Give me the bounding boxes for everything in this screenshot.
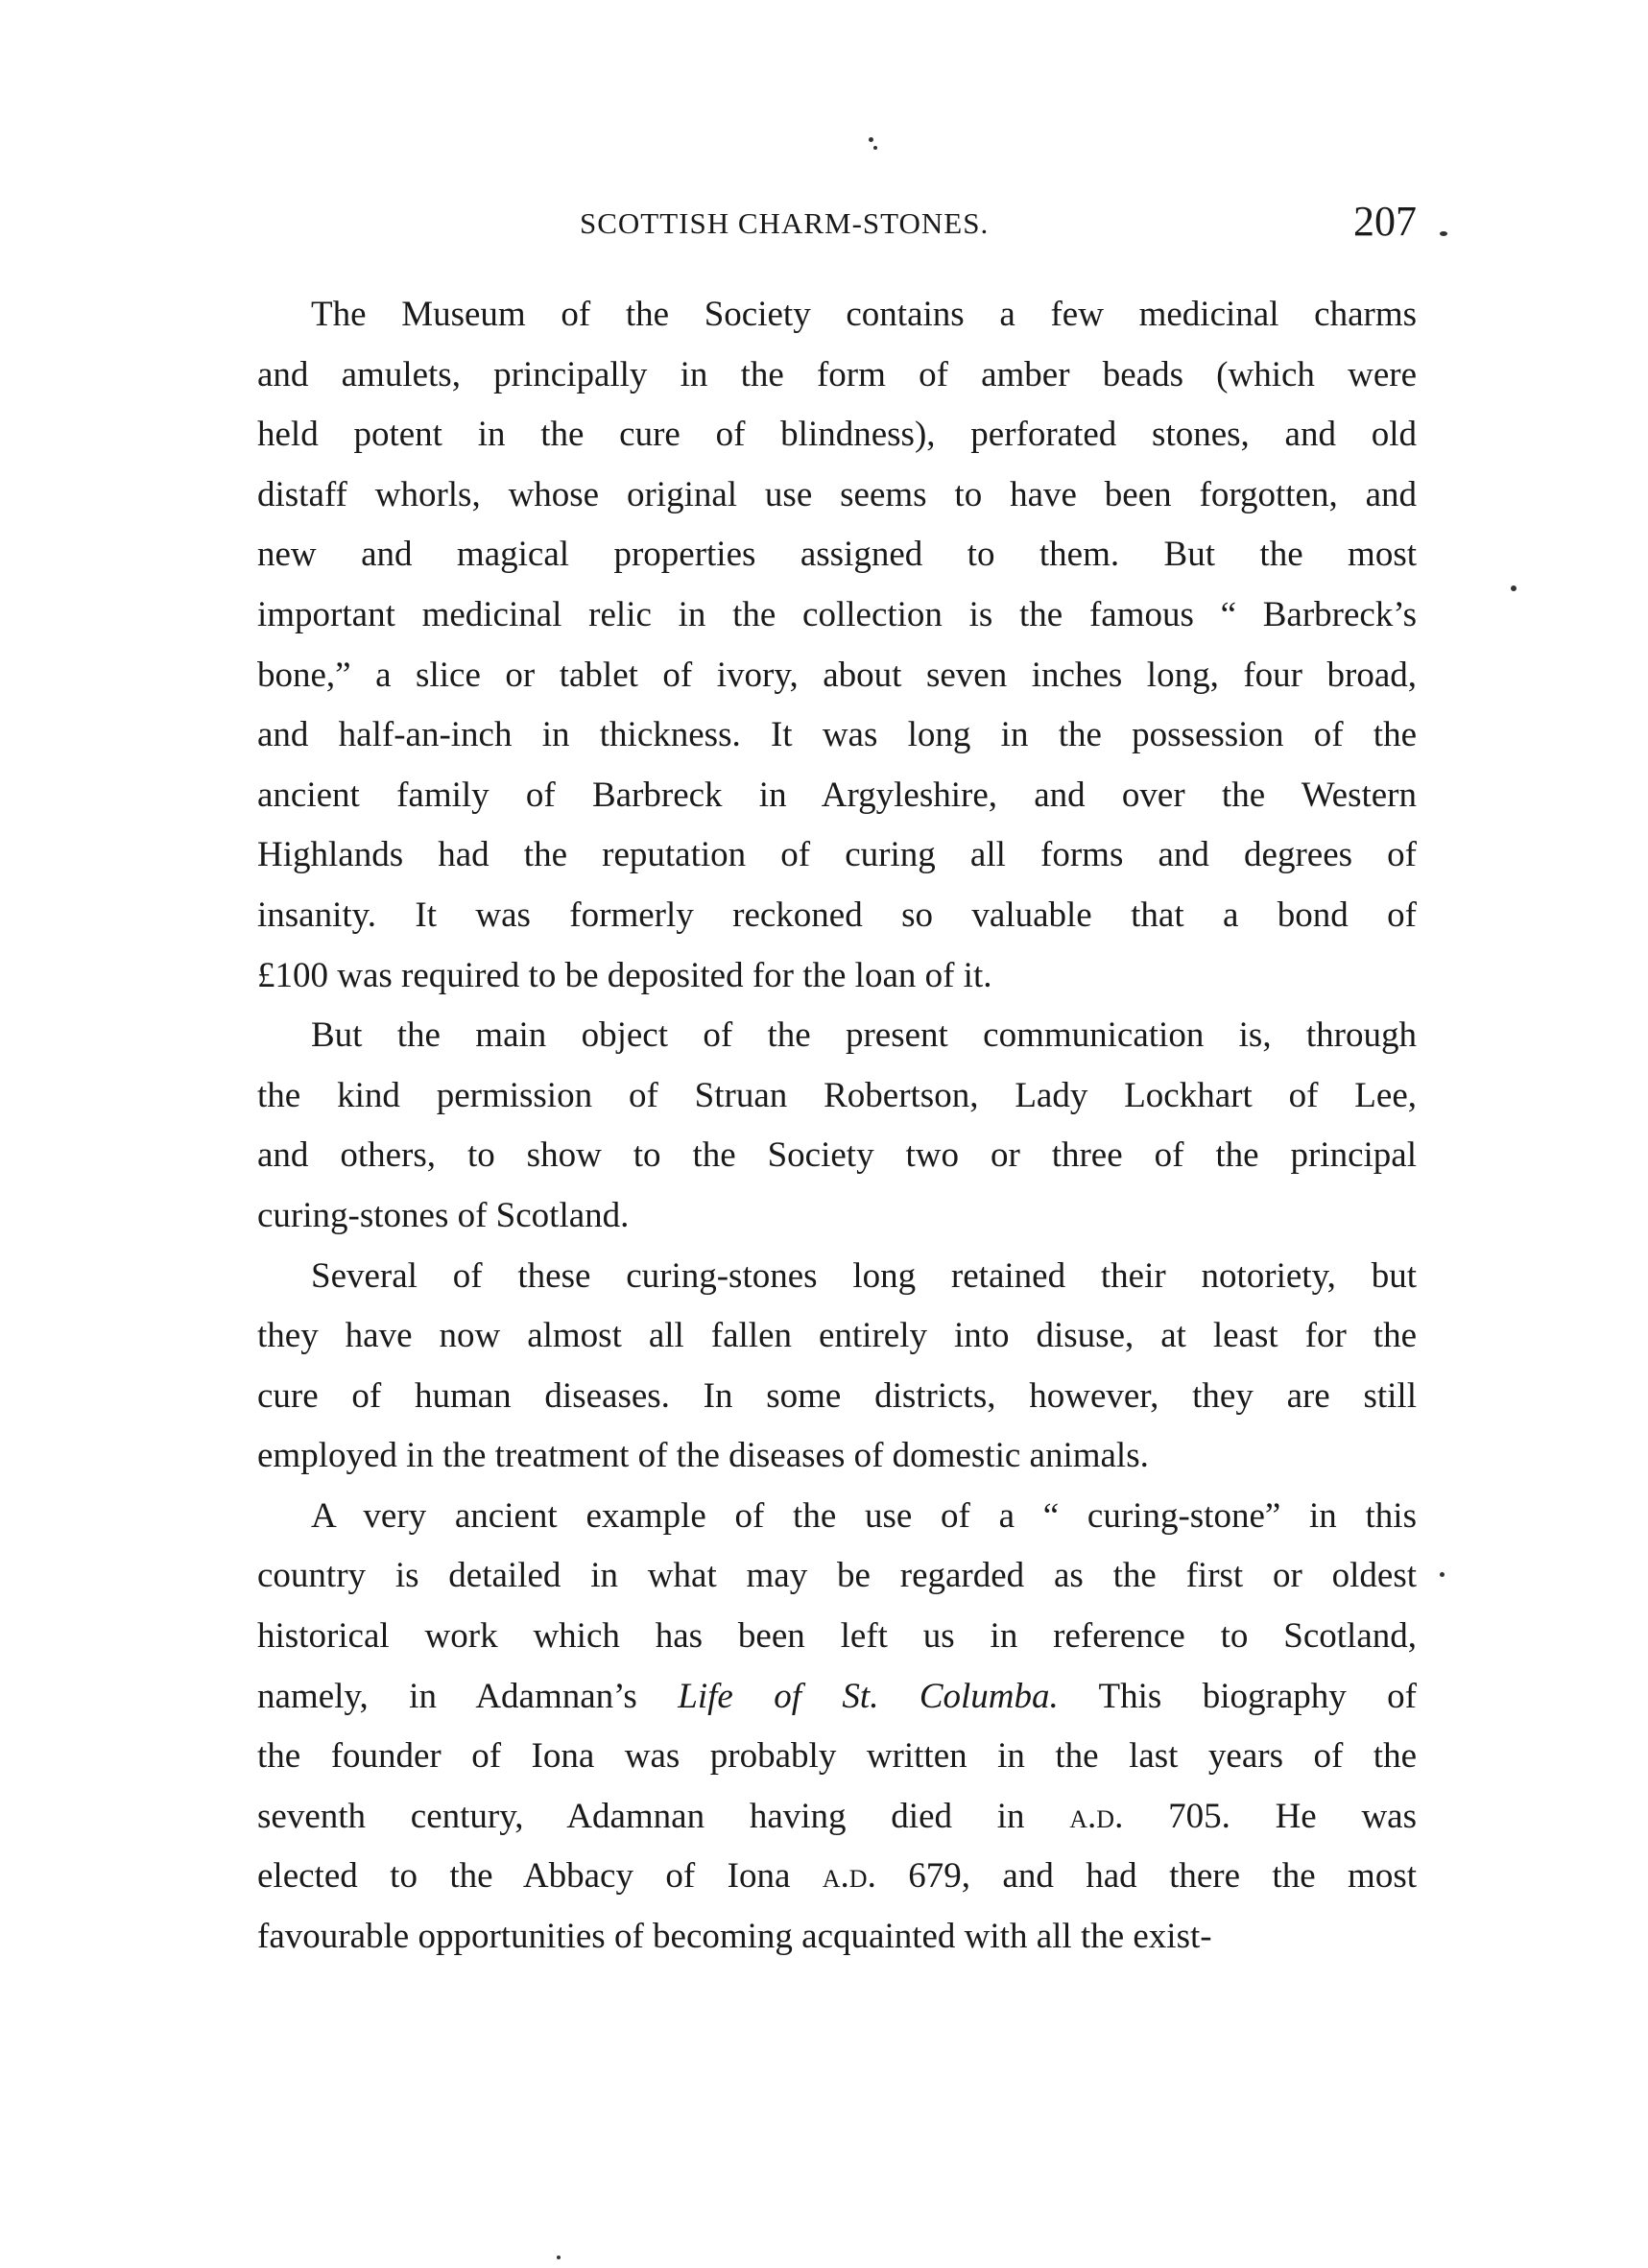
text-segment: But the main object of the present communication is, through xyxy=(311,1015,1417,1056)
text-line xyxy=(257,705,1417,766)
text-line xyxy=(257,585,1417,646)
text-segment: Several of these curing-stones long retained their notoriety, but xyxy=(311,1255,1417,1296)
text-line xyxy=(257,1546,1417,1607)
scan-speck xyxy=(869,137,873,142)
text-line xyxy=(257,1727,1417,1787)
text-segment: and others, to show to the Society two or three of the principal xyxy=(257,1135,1417,1176)
text-line xyxy=(257,1426,1417,1487)
text-line xyxy=(257,825,1417,886)
text-segment: elected to the Abbacy of Iona xyxy=(257,1856,823,1897)
small-caps-text: a.d. xyxy=(822,1856,876,1897)
text-segment: insanity. It was formerly reckoned so valuable that a bond of xyxy=(257,895,1417,935)
text-line xyxy=(257,1607,1417,1667)
text-segment: important medicinal relic in the collection is the famous “ Barbreck’s xyxy=(257,594,1417,634)
text-line xyxy=(257,1066,1417,1127)
running-title: SCOTTISH CHARM-STONES. xyxy=(580,206,990,240)
text-line xyxy=(257,646,1417,706)
text-segment: 679, and had there the most xyxy=(875,1856,1417,1897)
text-line xyxy=(257,1006,1417,1066)
text-segment: and half-an-inch in thickness. It was long in the possession of the xyxy=(257,715,1417,755)
paragraph xyxy=(257,1247,1417,1487)
text-line xyxy=(257,346,1417,406)
text-line xyxy=(257,1367,1417,1427)
paragraph xyxy=(257,1487,1417,1968)
paragraph xyxy=(257,285,1417,1006)
text-segment: This biography of xyxy=(1058,1676,1417,1716)
text-segment: held potent in the cure of blindness), perforated stones, and old xyxy=(257,415,1417,455)
text-line xyxy=(257,1667,1417,1728)
text-segment: distaff whorls, whose original use seems to have been forgotten, and xyxy=(257,474,1417,514)
body-text xyxy=(257,285,1417,1968)
text-line xyxy=(257,886,1417,946)
scan-speck xyxy=(1440,231,1447,236)
scan-speck xyxy=(557,2256,561,2259)
italic-title: Life of St. Columba. xyxy=(678,1676,1059,1716)
text-segment: A very ancient example of the use of a “ curing-stone” in this xyxy=(311,1495,1417,1536)
text-segment: cure of human diseases. In some districts, however, they are still xyxy=(257,1375,1417,1416)
text-line xyxy=(257,285,1417,346)
text-line xyxy=(257,1487,1417,1547)
text-line xyxy=(257,405,1417,466)
text-segment: The Museum of the Society contains a few medicinal charms xyxy=(311,295,1417,334)
text-segment: Highlands had the reputation of curing all forms and degrees of xyxy=(257,835,1417,875)
text-segment: the kind permission of Struan Robertson, Lady Lockhart of Lee, xyxy=(257,1075,1417,1115)
text-line xyxy=(257,1247,1417,1307)
text-segment: the founder of Iona was probably written in the last years of the xyxy=(257,1736,1417,1777)
scan-speck xyxy=(1440,1572,1445,1577)
text-segment: £100 was required to be deposited for the loan of it. xyxy=(257,955,992,995)
text-segment: 705. He was xyxy=(1123,1796,1417,1836)
text-segment: bone,” a slice or tablet of ivory, about seven inches long, four broad, xyxy=(257,655,1417,695)
text-line xyxy=(257,1186,1417,1247)
text-line xyxy=(257,946,1417,1007)
text-segment: and amulets, principally in the form of amber beads (which were xyxy=(257,354,1417,394)
text-segment: curing-stones of Scotland. xyxy=(257,1195,630,1235)
page-number: 207 xyxy=(1353,198,1417,245)
text-line xyxy=(257,466,1417,526)
text-segment: namely, in Adamnan’s xyxy=(257,1676,679,1716)
page-header xyxy=(257,197,1417,251)
text-segment: employed in the treatment of the diseases of domestic animals. xyxy=(257,1436,1149,1476)
scan-speck xyxy=(873,146,877,150)
text-segment: country is detailed in what may be regarded as the first or oldest xyxy=(257,1556,1417,1596)
text-line xyxy=(257,1907,1417,1968)
scan-speck xyxy=(1511,585,1517,591)
paragraph xyxy=(257,1006,1417,1246)
text-line xyxy=(257,1787,1417,1848)
text-segment: new and magical properties assigned to them. But the most xyxy=(257,535,1417,575)
text-segment: seventh century, Adamnan having died in xyxy=(257,1796,1070,1836)
text-line xyxy=(257,1847,1417,1907)
text-segment: historical work which has been left us in reference to Scotland, xyxy=(257,1616,1417,1657)
text-segment: favourable opportunities of becoming acquainted with all the exist- xyxy=(257,1917,1212,1957)
text-segment: they have now almost all fallen entirely into disuse, at least for the xyxy=(257,1316,1417,1356)
text-line xyxy=(257,1126,1417,1186)
text-segment: ancient family of Barbreck in Argyleshire, and over the Western xyxy=(257,775,1417,815)
text-line xyxy=(257,1306,1417,1367)
small-caps-text: a.d. xyxy=(1069,1796,1124,1836)
text-line xyxy=(257,766,1417,826)
text-line xyxy=(257,525,1417,585)
